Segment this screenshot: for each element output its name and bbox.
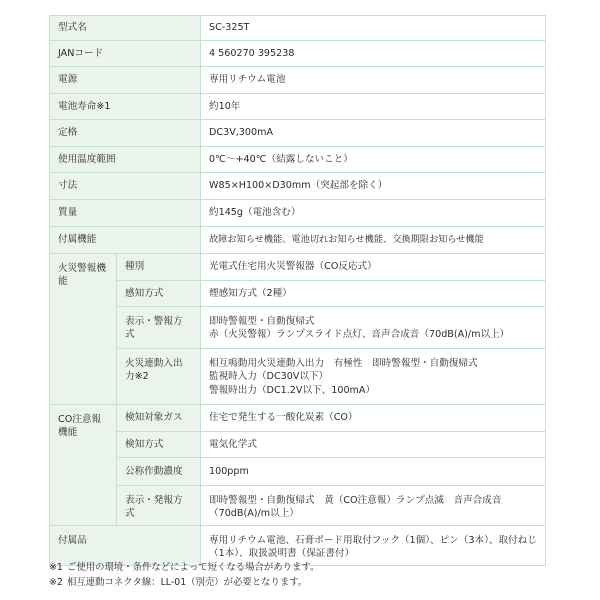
footnote: [49, 575, 569, 590]
spec-row-co-display: [50, 486, 546, 526]
spec-row-dimensions: [50, 173, 546, 200]
spec-label: 型式名: [50, 16, 201, 41]
spec-row-co-concentration: [50, 458, 546, 486]
footnote-mark: ※1: [49, 562, 63, 573]
spec-label: JANコード: [50, 41, 201, 67]
footnote-text: 相互連動コネクタ線：LL-01（別売）が必要となります。: [67, 577, 308, 588]
footnotes: [49, 560, 569, 590]
spec-row-mass: [50, 200, 546, 227]
spec-label: 寸法: [50, 173, 201, 200]
spec-value: 電気化学式: [201, 432, 546, 458]
footnote-text: ご使用の環境・条件などによって短くなる場合があります。: [67, 562, 320, 573]
spec-row-battery-life: [50, 94, 546, 120]
group-label-text: 火災警報機能: [58, 263, 106, 288]
spec-row-extra-functions: [50, 227, 546, 254]
spec-value-line: 相互鳴動用火災連動入出力 有極性 即時警報型・自動復帰式: [209, 358, 478, 369]
spec-value: 煙感知方式（2種）: [201, 281, 546, 307]
group-label-fire: [50, 254, 117, 405]
spec-label: 表示・発報方式: [117, 486, 201, 526]
spec-value-text: 即時警報型・自動復帰式 黄（CO注意報）ランプ点滅 音声合成音（70dB(A)/m以上）: [209, 495, 502, 520]
spec-value: 約145g（電池含む）: [201, 200, 546, 227]
spec-label: 付属機能: [50, 227, 201, 254]
group-label-co: [50, 405, 117, 526]
group-label-text: CO注意報機能: [58, 414, 102, 439]
spec-row-model: [50, 16, 546, 41]
spec-row-co-gas: [50, 405, 546, 432]
spec-row-fire-detection: [50, 281, 546, 307]
spec-label: 検知対象ガス: [117, 405, 201, 432]
spec-value: 100ppm: [201, 458, 546, 486]
spec-value: 専用リチウム電池: [201, 67, 546, 94]
spec-value: [201, 486, 546, 526]
spec-label-text: 火災連動入出力※2: [125, 358, 183, 383]
spec-row-co-detection: [50, 432, 546, 458]
spec-label: 電源: [50, 67, 201, 94]
spec-value: 光電式住宅用火災警報器（CO反応式）: [201, 254, 546, 281]
spec-label: 使用温度範囲: [50, 147, 201, 173]
spec-value: [201, 227, 546, 254]
spec-label: [117, 349, 201, 405]
spec-row-jan: [50, 41, 546, 67]
spec-label: 感知方式: [117, 281, 201, 307]
spec-value: DC3V,300mA: [201, 120, 546, 147]
spec-label: 表示・警報方式: [117, 307, 201, 349]
spec-label: 検知方式: [117, 432, 201, 458]
spec-value-line: 赤（火災警報）ランプスライド点灯、音声合成音（70dB(A)/m以上）: [209, 329, 510, 341]
spec-value: SC-325T: [201, 16, 546, 41]
spec-row-fire-type: [50, 254, 546, 281]
spec-value: [201, 307, 546, 349]
spec-value: 約10年: [201, 94, 546, 120]
spec-row-power: [50, 67, 546, 94]
spec-value: W85×H100×D30mm（突起部を除く）: [201, 173, 546, 200]
spec-row-fire-display: [50, 307, 546, 349]
spec-value: 住宅で発生する一酸化炭素（CO）: [201, 405, 546, 432]
spec-value-line: 警報時出力（DC1.2V以下、100mA）: [209, 384, 376, 396]
spec-table: [49, 15, 546, 566]
spec-label: 電池寿命※1: [50, 94, 201, 120]
spec-value: 4 560270 395238: [201, 41, 546, 67]
spec-label: 付属品: [50, 525, 201, 565]
spec-value-text: 専用リチウム電池、石膏ボード用取付フック（1個）、ピン（3本）、取付ねじ（1本）、取扱説明書（保証書付）: [209, 534, 537, 560]
spec-row-fire-interlock: [50, 349, 546, 405]
spec-value: 0℃～+40℃（結露しないこと）: [201, 147, 546, 173]
footnote: [49, 560, 569, 575]
spec-label: 種別: [117, 254, 201, 281]
spec-value-line: 即時警報型・自動復帰式: [209, 316, 315, 327]
spec-value-text: 故障お知らせ機能、電池切れお知らせ機能、交換期限お知らせ機能: [209, 233, 484, 245]
spec-value-line: 監視時入力（DC30V以下）: [209, 371, 329, 383]
spec-label: 定格: [50, 120, 201, 147]
spec-label: 質量: [50, 200, 201, 227]
spec-value: [201, 349, 546, 405]
spec-row-temp-range: [50, 147, 546, 173]
footnote-mark: ※2: [49, 577, 63, 588]
spec-row-rating: [50, 120, 546, 147]
spec-label: 公称作動濃度: [117, 458, 201, 486]
